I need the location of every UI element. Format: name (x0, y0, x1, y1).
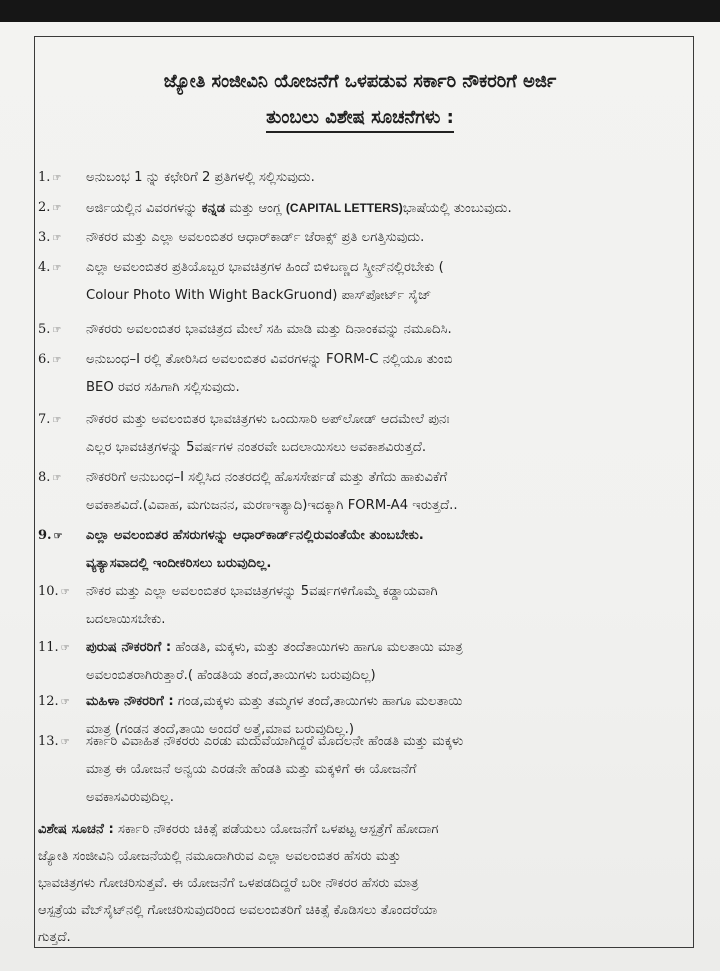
item-text-caps: (CAPITAL LETTERS) (285, 201, 403, 215)
pointing-hand-icon: ☞ (53, 531, 63, 542)
item-number: 6. ☞ (38, 352, 62, 367)
item-text: ನೌಕರರು ಅವಲಂಬಿತರ ಭಾವಚಿತ್ರದ ಮೇಲೆ ಸಹಿ ಮಾಡಿ ಮತ್ತು ದಿನಾಂಕವನ್ನು ನಮೂದಿಸಿ. (86, 322, 452, 337)
pointing-hand-icon: ☞ (60, 587, 70, 598)
list-item (38, 194, 688, 223)
pointing-hand-icon: ☞ (52, 263, 62, 274)
item-text: ವ್ಯತ್ಯಾಸವಾದಲ್ಲಿ ಇಂದೀಕರಿಸಲು ಬರುವುದಿಲ್ಲ. (86, 556, 272, 571)
list-item (38, 578, 688, 634)
pointing-hand-icon: ☞ (52, 173, 62, 184)
list-item (38, 728, 688, 812)
item-text: ಎಲ್ಲಾ ಅವಲಂಬಿತರ ಪ್ರತಿಯೊಬ್ಬರ ಭಾವಚಿತ್ರಗಳ ಹಿಂದೆ ಬಿಳಿಬಣ್ಣದ ಸ್ಕ್ರೀನ್‌ನಲ್ಲಿರಬೇಕು ( (86, 260, 444, 275)
item-text: ನೌಕರರ ಮತ್ತು ಅವಲಂಬಿತರ ಭಾವಚಿತ್ರಗಳು ಒಂದುಸಾರಿ ಅಪ್‌ಲೋಡ್ ಆದಮೇಲೆ ಪುನಃ (86, 412, 450, 427)
pointing-hand-icon: ☞ (52, 473, 62, 484)
item-text: ನೌಕರ ಮತ್ತು ಎಲ್ಲಾ ಅವಲಂಬಿತರ ಭಾವಚಿತ್ರಗಳನ್ನು 5ವರ್ಷಗಳಿಗೊಮ್ಮೆ ಕಡ್ಡಾಯವಾಗಿ (86, 584, 438, 599)
item-text: ಅರ್ಜಿಯಲ್ಲಿನ ವಿವರಗಳನ್ನು (86, 201, 198, 216)
item-number: 11. ☞ (38, 640, 70, 655)
item-number: 10. ☞ (38, 584, 70, 599)
item-number: 2. ☞ (38, 200, 62, 215)
item-text: ಭಾಷೆಯಲ್ಲಿ ತುಂಬುವುದು. (402, 201, 512, 216)
pointing-hand-icon: ☞ (52, 325, 62, 336)
item-label: ಮಹಿಳಾ ನೌಕರರಿಗೆ : (86, 694, 174, 709)
special-note (38, 816, 678, 951)
document-page (0, 22, 720, 971)
list-item (38, 346, 688, 402)
pointing-hand-icon: ☞ (60, 643, 70, 654)
note-label: ವಿಶೇಷ ಸೂಚನೆ : (38, 822, 114, 837)
list-item (38, 224, 688, 252)
top-dark-strip (0, 0, 720, 22)
list-item (38, 522, 688, 578)
item-text: ಅವಕಾಶವಿದೆ.(ವಿವಾಹ, ಮಗುಜನನ, ಮರಣಇತ್ಯಾದಿ)ಇದಕ್ಕಾಗಿ FORM-A4 ಇರುತ್ತದೆ.. (86, 498, 458, 513)
item-text: ಅವಕಾಸವಿರುವುದಿಲ್ಲ. (86, 790, 174, 805)
item-number: 3. ☞ (38, 230, 62, 245)
list-item (38, 164, 688, 192)
item-text: ಮಾತ್ರ (ಗಂಡನ ತಂದೆ,ತಾಯಿ ಅಂದರೆ ಅತ್ತೆ,ಮಾವ ಬರುವುದಿಲ್ಲ.) (86, 722, 354, 737)
item-number: 5. ☞ (38, 322, 62, 337)
note-text: ಜ್ಯೋತಿ ಸಂಜೀವಿನಿ ಯೋಜನೆಯಲ್ಲಿ ನಮೂದಾಗಿರುವ ಎಲ್ಲಾ ಅವಲಂಬಿತರ ಹೆಸರು ಮತ್ತು (38, 849, 401, 864)
pointing-hand-icon: ☞ (52, 355, 62, 366)
item-number: 9. ☞ (38, 528, 63, 543)
title-underlined: ತುಂಬಲು ವಿಶೇಷ ಸೂಚನೆಗಳು : (266, 107, 454, 133)
item-number: 12. ☞ (38, 694, 70, 709)
item-text-bold: ಕನ್ನಡ (201, 201, 226, 216)
note-text: ಆಸ್ಪತ್ರೆಯ ವೆಬ್‌ಸೈಟ್‌ನಲ್ಲಿ ಗೋಚರಿಸುವುದರಿಂದ ಅವಲಂಬಿತರಿಗೆ ಚಿಕಿತ್ಸೆ ಕೊಡಿಸಲು ತೊಂದರೆಯಾ (38, 903, 438, 918)
item-number: 7. ☞ (38, 412, 62, 427)
item-text: ಮಾತ್ರ ಈ ಯೋಜನೆ ಅನ್ವಯ ಎರಡನೇ ಹೆಂಡತಿ ಮತ್ತು ಮಕ್ಕಳಿಗೆ ಈ ಯೋಜನೆಗೆ (86, 762, 417, 777)
item-text: ಎಲ್ಲಾ ಅವಲಂಬಿತರ ಹೆಸರುಗಳನ್ನು ಆಧಾರ್‌ಕಾರ್ಡ್‌ನಲ್ಲಿರುವಂತೆಯೇ ತುಂಬಬೇಕು. (86, 528, 424, 543)
title-line-2 (40, 106, 680, 130)
item-text: ಸರ್ಕಾರಿ ವಿವಾಹಿತ ನೌಕರರು ಎರಡು ಮದುವೆಯಾಗಿದ್ದರೆ ಮೊದಲನೇ ಹೆಂಡತಿ ಮತ್ತು ಮಕ್ಕಳು (86, 734, 464, 749)
item-number: 8. ☞ (38, 470, 62, 485)
item-text: ಗಂಡ,ಮಕ್ಕಳು ಮತ್ತು ತಮ್ಮಗಳ ತಂದೆ,ತಾಯಿಗಳು ಹಾಗೂ ಮಲತಾಯಿ (177, 694, 463, 709)
item-text: ಮತ್ತು ಆಂಗ್ಲ (229, 201, 282, 216)
item-label: ಪುರುಷ ನೌಕರರಿಗೆ : (86, 640, 172, 655)
item-text: ನೌಕರರಿಗೆ ಅನುಬಂಧ–I ಸಲ್ಲಿಸಿದ ನಂತರದಲ್ಲಿ ಹೊಸಸೇರ್ಪಡೆ ಮತ್ತು ತೆಗೆದು ಹಾಕುವಿಕೆಗೆ (86, 470, 448, 485)
title-line-1: ಜ್ಯೋತಿ ಸಂಜೀವಿನಿ ಯೋಜನೆಗೆ ಒಳಪಡುವ ಸರ್ಕಾರಿ ನೌಕರರಿಗೆ ಅರ್ಜಿ (163, 71, 557, 92)
item-number: 1. ☞ (38, 170, 62, 185)
list-item (38, 316, 688, 344)
list-item (38, 406, 688, 462)
item-number: 4. ☞ (38, 260, 62, 275)
pointing-hand-icon: ☞ (60, 697, 70, 708)
pointing-hand-icon: ☞ (52, 233, 62, 244)
list-item (38, 464, 688, 520)
item-text: Colour Photo With Wight BackGruond) ಪಾಸ್‌ಪೋರ್ಟ್ ಸೈಜ್ (86, 288, 432, 303)
note-text: ಸರ್ಕಾರಿ ನೌಕರರು ಚಿಕಿತ್ಸೆ ಪಡೆಯಲು ಯೋಜನೆಗೆ ಒಳಪಟ್ಟ ಆಸ್ಪತ್ರೆಗೆ ಹೋದಾಗ (117, 822, 439, 837)
pointing-hand-icon: ☞ (52, 415, 62, 426)
item-text: ಹೆಂಡತಿ, ಮಕ್ಕಳು, ಮತ್ತು ತಂದೆತಾಯಿಗಳು ಹಾಗೂ ಮಲತಾಯಿ ಮಾತ್ರ (175, 640, 463, 655)
item-text: ಅನುಬಂಭ 1 ನ್ನು ಕಛೇರಿಗೆ 2 ಪ್ರತಿಗಳಲ್ಲಿ ಸಲ್ಲಿಸುವುದು. (86, 170, 315, 185)
pointing-hand-icon: ☞ (60, 737, 70, 748)
list-item (38, 634, 688, 690)
item-number: 13. ☞ (38, 734, 70, 749)
note-text: ಗುತ್ತದೆ. (38, 930, 71, 945)
item-text: ಅವಲಂಬಿತರಾಗಿರುತ್ತಾರೆ.( ಹೆಂಡತಿಯ ತಂದೆ,ತಾಯಿಗಳು ಬರುವುದಿಲ್ಲ) (86, 668, 376, 683)
pointing-hand-icon: ☞ (52, 203, 62, 214)
note-text: ಭಾವಚಿತ್ರಗಳು ಗೋಚರಿಸುತ್ತವೆ. ಈ ಯೋಜನೆಗೆ ಒಳಪಡದಿದ್ದರೆ ಬರೀ ನೌಕರರ ಹೆಸರು ಮಾತ್ರ (38, 876, 419, 891)
item-text: ನೌಕರರ ಮತ್ತು ಎಲ್ಲಾ ಅವಲಂಬಿತರ ಆಧಾರ್‌ಕಾರ್ಡ್ ಜೆರಾಕ್ಸ್ ಪ್ರತಿ ಲಗತ್ತಿಸುವುದು. (86, 230, 425, 245)
list-item (38, 254, 688, 310)
item-text: ಎಲ್ಲರ ಭಾವಚಿತ್ರಗಳನ್ನು 5ವರ್ಷಗಳ ನಂತರವೇ ಬದಲಾಯಿಸಲು ಅವಕಾಶವಿರುತ್ತದೆ. (86, 440, 427, 455)
item-text: ಅನುಬಂಧ–I ರಲ್ಲಿ ತೋರಿಸಿದ ಅವಲಂಬಿತರ ವಿವರಗಳನ್ನು FORM-C ನಲ್ಲಿಯೂ ತುಂಬಿ (86, 352, 453, 367)
item-text: ಬದಲಾಯಿಸಬೇಕು. (86, 612, 166, 627)
item-text: BEO ರವರ ಸಹಿಗಾಗಿ ಸಲ್ಲಿಸುವುದು. (86, 380, 240, 395)
